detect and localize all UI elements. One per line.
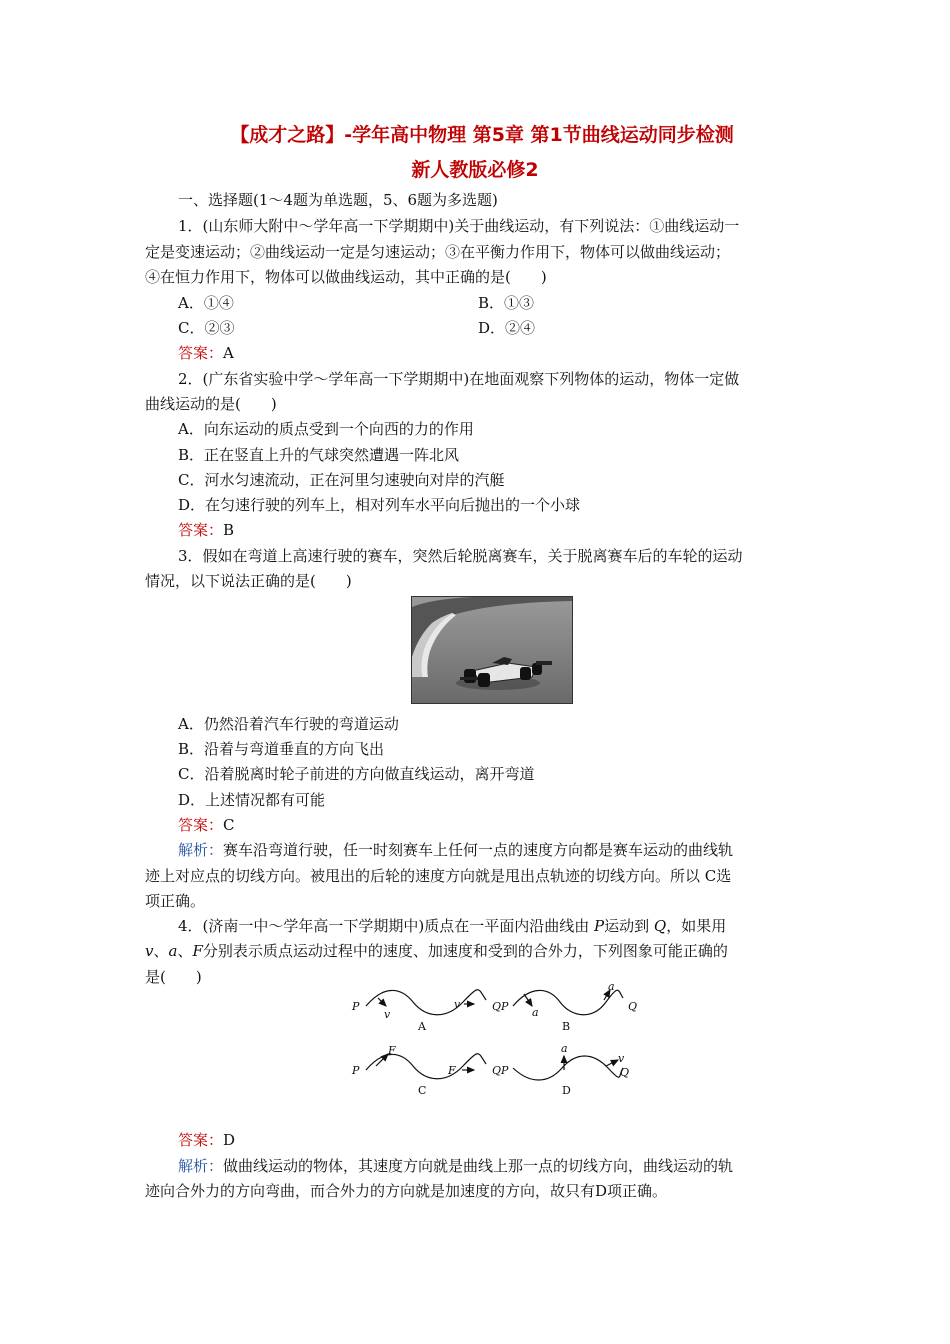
doc-title-line1: 【成才之路】-学年高中物理 第5章 第1节曲线运动同步检测 (230, 124, 734, 146)
label-v-d: v (618, 1052, 625, 1065)
label-p-d: P (501, 1064, 509, 1077)
q1-option-d: D．②④ (478, 319, 536, 337)
q4-line-2 (145, 941, 728, 961)
var-f: F (192, 942, 203, 960)
q2-option-c: C．河水匀速流动，正在河里匀速驶向对岸的汽艇 (178, 471, 505, 489)
label-option-d: D (562, 1084, 571, 1097)
q2-option-b: B．正在竖直上升的气球突然遭遇一阵北风 (178, 446, 460, 464)
q1-line-2: 定是变速运动；②曲线运动一定是匀速运动；③在平衡力作用下，物体可以做曲线运动； (145, 243, 731, 261)
label-q-a: Q (492, 1000, 502, 1013)
trajectory-diagram (338, 980, 638, 1110)
q1-line-1: 1．(山东师大附中～学年高一下学期期中)关于曲线运动，有下列说法：①曲线运动一 (178, 217, 740, 235)
q4-text: 、 (153, 942, 169, 960)
q2-option-a: A．向东运动的质点受到一个向西的力的作用 (178, 420, 474, 438)
var-a: a (168, 942, 178, 960)
q4-line-3: 是( ) (145, 968, 202, 986)
answer-label: 答案： (178, 521, 224, 539)
race-car-photo (411, 596, 573, 704)
arrow-d-v (606, 1060, 618, 1066)
q1-option-a: A．①④ (178, 294, 234, 312)
q4-text: ，如果用 (666, 917, 727, 935)
q3-option-a: A．仍然沿着汽车行驶的弯道运动 (178, 715, 399, 733)
arrow-b-a1 (524, 994, 532, 1006)
q2-option-d: D．在匀速行驶的列车上，相对列车水平向后抛出的一个小球 (178, 496, 581, 514)
label-a-b2: a (608, 980, 615, 993)
label-p-c: P (352, 1064, 360, 1077)
doc-title-line2: 新人教版必修2 (411, 159, 539, 181)
analysis-label: 解析： (178, 841, 224, 859)
q3-option-d: D．上述情况都有可能 (178, 791, 326, 809)
q1-line-3: ④在恒力作用下，物体可以做曲线运动，其中正确的是( ) (145, 268, 547, 286)
answer-label: 答案： (178, 816, 224, 834)
q4-text: 运动到 (604, 917, 654, 935)
race-car-illustration (412, 597, 572, 703)
analysis-text: 赛车沿弯道行驶，任一时刻赛车上任何一点的速度方向都是赛车运动的曲线轨 (223, 841, 734, 859)
label-p-a: P (352, 1000, 360, 1013)
q4-analysis-line-2: 迹向合外力的方向弯曲，而合外力的方向就是加速度的方向，故只有D项正确。 (145, 1182, 668, 1200)
var-q: Q (653, 917, 667, 935)
q3-line-1: 3．假如在弯道上高速行驶的赛车，突然后轮脱离赛车，关于脱离赛车后的车轮的运动 (178, 547, 743, 565)
q4-text: 4．(济南一中～学年高一下学期期中)质点在一平面内沿曲线由 (178, 917, 595, 935)
q4-text: 分别表示质点运动过程中的速度、加速度和受到的合外力，下列图象可能正确的 (202, 942, 728, 960)
analysis-label: 解析： (178, 1157, 224, 1175)
label-option-a: A (418, 1020, 426, 1033)
answer-label: 答案： (178, 344, 224, 362)
q1-answer (178, 343, 234, 363)
answer-value: B (223, 521, 235, 539)
q4-text: 、 (177, 942, 193, 960)
label-f-c1: F (388, 1044, 396, 1057)
q3-answer (178, 815, 235, 835)
q4-answer (178, 1130, 235, 1150)
label-v-a1: v (384, 1008, 391, 1021)
q2-answer (178, 520, 234, 540)
label-a-d: a (561, 1042, 568, 1055)
label-a-b1: a (532, 1006, 539, 1019)
analysis-text: 做曲线运动的物体，其速度方向就是曲线上那一点的切线方向，曲线运动的轨 (223, 1157, 734, 1175)
q3-option-c: C．沿着脱离时轮子前进的方向做直线运动，离开弯道 (178, 765, 535, 783)
label-option-b: B (562, 1020, 571, 1033)
label-q-d: Q (620, 1066, 630, 1079)
q3-option-b: B．沿着与弯道垂直的方向飞出 (178, 740, 385, 758)
q1-option-c: C．②③ (178, 319, 235, 337)
var-v: v (145, 942, 154, 960)
q3-analysis-line-3: 项正确。 (145, 892, 206, 910)
label-v-a2: v (454, 998, 461, 1011)
answer-value: D (223, 1131, 236, 1149)
q4-analysis-line-1 (178, 1156, 733, 1176)
curve-d (513, 1056, 623, 1080)
answer-label: 答案： (178, 1131, 224, 1149)
arrow-c-f1 (376, 1054, 388, 1066)
q3-analysis-line-2: 迹上对应点的切线方向。被甩出的后轮的速度方向就是甩出点轨迹的切线方向。所以 C选 (145, 867, 732, 885)
q2-line-2: 曲线运动的是( ) (145, 395, 277, 413)
label-option-c: C (418, 1084, 427, 1097)
q4-line-1 (178, 916, 726, 936)
label-f-c2: F (448, 1064, 456, 1077)
q1-option-b: B．①③ (478, 294, 535, 312)
q2-line-1: 2．(广东省实验中学～学年高一下学期期中)在地面观察下列物体的运动，物体一定做 (178, 370, 740, 388)
arrow-a-v1 (378, 998, 386, 1006)
label-p-b: P (501, 1000, 509, 1013)
answer-value: A (223, 344, 234, 362)
label-q-b: Q (628, 1000, 638, 1013)
var-p: P (594, 917, 605, 935)
answer-value: C (223, 816, 235, 834)
q3-line-2: 情况，以下说法正确的是( ) (145, 572, 352, 590)
q3-analysis-line-1 (178, 840, 733, 860)
label-q-c: Q (492, 1064, 502, 1077)
section-heading: 一、选择题(1～4题为单选题，5、6题为多选题) (178, 191, 498, 209)
